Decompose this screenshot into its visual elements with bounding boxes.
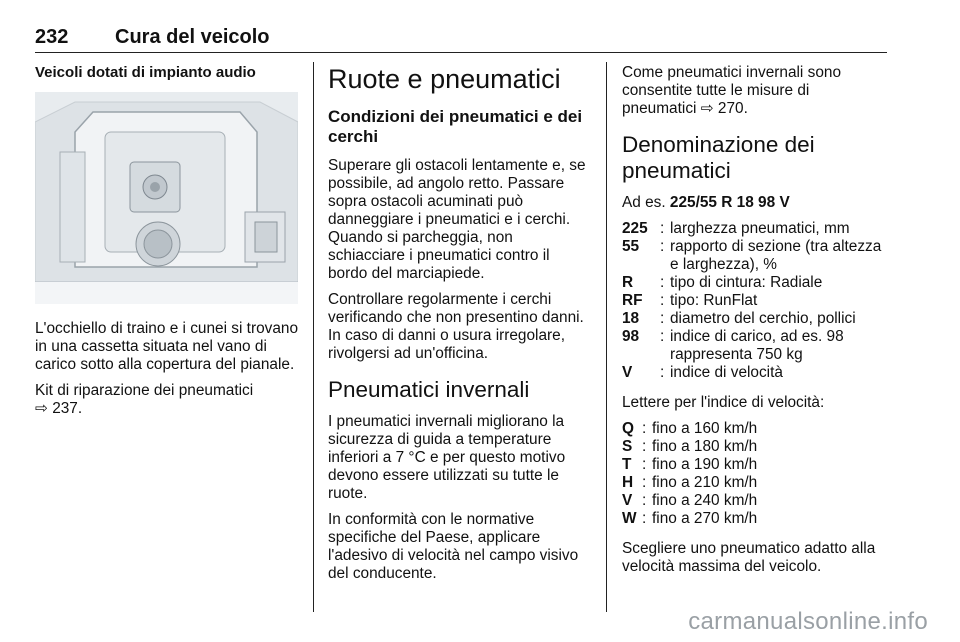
definition-key: 225 (622, 220, 648, 237)
paragraph-repair-kit (35, 382, 299, 418)
definition-row (622, 274, 886, 292)
page-ref-number: 237. (52, 400, 83, 417)
paragraph-winter-sizes (622, 64, 886, 118)
column-1 (35, 64, 299, 426)
colon-separator: : (660, 220, 665, 237)
definition-row (622, 328, 886, 364)
header-divider (35, 52, 887, 53)
tyre-example (622, 194, 886, 212)
section-heading-winter: Pneumatici invernali (328, 377, 530, 402)
example-prefix: Ad es. (622, 194, 666, 211)
subheading-condition: Condizioni dei pneumatici e dei cerchi (328, 107, 583, 146)
page-reference[interactable] (35, 400, 82, 417)
definition-key: 18 (622, 310, 640, 327)
definition-key: 55 (622, 238, 640, 255)
page-ref-icon: ⇨ (35, 400, 48, 417)
definition-row (622, 238, 886, 274)
page-header (35, 26, 887, 52)
definition-key: 98 (622, 328, 640, 345)
speed-row (622, 456, 886, 474)
speed-value: fino a 270 km/h (652, 510, 758, 527)
colon-separator: : (642, 510, 647, 527)
page-reference[interactable] (701, 100, 748, 117)
colon-separator: : (660, 238, 665, 255)
repair-kit-text: Kit di riparazione dei pneumatici (35, 382, 254, 399)
section-heading-designation: Denominazione dei pneumatici (622, 132, 815, 183)
definition-row (622, 310, 886, 328)
definition-value: rapporto di sezione (tra altezza e larghezza), % (670, 238, 882, 273)
colon-separator: : (660, 328, 665, 345)
speed-key: S (622, 438, 633, 455)
definition-value: larghezza pneumatici, mm (670, 220, 850, 237)
speed-value: fino a 160 km/h (652, 420, 758, 437)
definition-row (622, 364, 886, 382)
definition-key: V (622, 364, 633, 381)
colon-separator: : (642, 474, 647, 491)
speed-value: fino a 210 km/h (652, 474, 758, 491)
colon-separator: : (642, 438, 647, 455)
winter-sizes-text: Come pneumatici invernali sono consentite tutte le misure di pneumatici (622, 64, 842, 117)
section-heading-audio: Veicoli dotati di impianto audio (35, 64, 256, 81)
speed-row (622, 474, 886, 492)
speed-key: W (622, 510, 637, 527)
speed-value: fino a 190 km/h (652, 456, 758, 473)
speed-key: Q (622, 420, 634, 437)
column-3 (622, 64, 886, 584)
column-divider-1 (313, 62, 314, 612)
speed-index-list (622, 420, 886, 528)
definition-value: diametro del cerchio, pollici (670, 310, 856, 327)
tyre-code-definitions (622, 220, 886, 382)
column-divider-2 (606, 62, 607, 612)
speed-key: H (622, 474, 634, 491)
definition-value: tipo di cintura: Radiale (670, 274, 823, 291)
paragraph-speed-sticker: In conformità con le normative specifiche del Paese, applicare l'adesivo di velocità nel campo visivo del conducente. (328, 511, 579, 582)
paragraph-winter-tyres: I pneumatici invernali migliorano la sicurezza di guida a temperature inferiori a 7 °C e per questo motivo devono essere utilizzati su tutte le ruote. (328, 413, 566, 502)
speed-index-intro: Lettere per l'indice di velocità: (622, 394, 825, 411)
speed-key: T (622, 456, 632, 473)
trunk-storage-photo (35, 92, 298, 304)
colon-separator: : (642, 420, 647, 437)
colon-separator: : (660, 274, 665, 291)
speed-value: fino a 240 km/h (652, 492, 758, 509)
speed-row (622, 510, 886, 528)
definition-value: indice di carico, ad es. 98 rappresenta 750 kg (670, 328, 844, 363)
definition-row (622, 292, 886, 310)
trunk-storage-illustration (35, 92, 298, 304)
paragraph-choose-tyre: Scegliere uno pneumatico adatto alla velocità massima del veicolo. (622, 540, 876, 575)
definition-row (622, 220, 886, 238)
speed-value: fino a 180 km/h (652, 438, 758, 455)
colon-separator: : (642, 492, 647, 509)
speed-row (622, 438, 886, 456)
paragraph-obstacles: Superare gli ostacoli lentamente e, se possibile, ad angolo retto. Passare sopra ostacoli acuminati può danneggiare i pneumatici e i cerchi. Quando si parcheggia, non schiacciare i pneumatici contro il bordo del marciapiede. (328, 157, 586, 282)
definition-key: R (622, 274, 634, 291)
chapter-heading: Ruote e pneumatici (328, 64, 561, 94)
example-code: 225/55 R 18 98 V (669, 194, 790, 211)
chapter-title: Cura del veicolo (115, 26, 270, 48)
colon-separator: : (660, 292, 665, 309)
colon-separator: : (660, 310, 665, 327)
colon-separator: : (642, 456, 647, 473)
definition-value: indice di velocità (670, 364, 783, 381)
watermark-text: carmanualsonline.info (688, 608, 928, 635)
definition-key: RF (622, 292, 643, 309)
page-ref-icon: ⇨ (700, 100, 714, 117)
speed-row (622, 492, 886, 510)
page-ref-number: 270. (717, 100, 748, 117)
column-2 (328, 64, 592, 591)
page-number: 232 (35, 26, 69, 48)
definition-value: tipo: RunFlat (670, 292, 758, 309)
speed-key: V (622, 492, 633, 509)
paragraph-tow-eye: L'occhiello di traino e i cunei si trovano in una cassetta situata nel vano di carico sotto alla copertura del pianale. (35, 320, 299, 373)
speed-row (622, 420, 886, 438)
paragraph-check-rims: Controllare regolarmente i cerchi verificando che non presentino danni. In caso di danni o usura irregolare, rivolgersi ad un'officina. (328, 291, 584, 362)
colon-separator: : (660, 364, 665, 381)
